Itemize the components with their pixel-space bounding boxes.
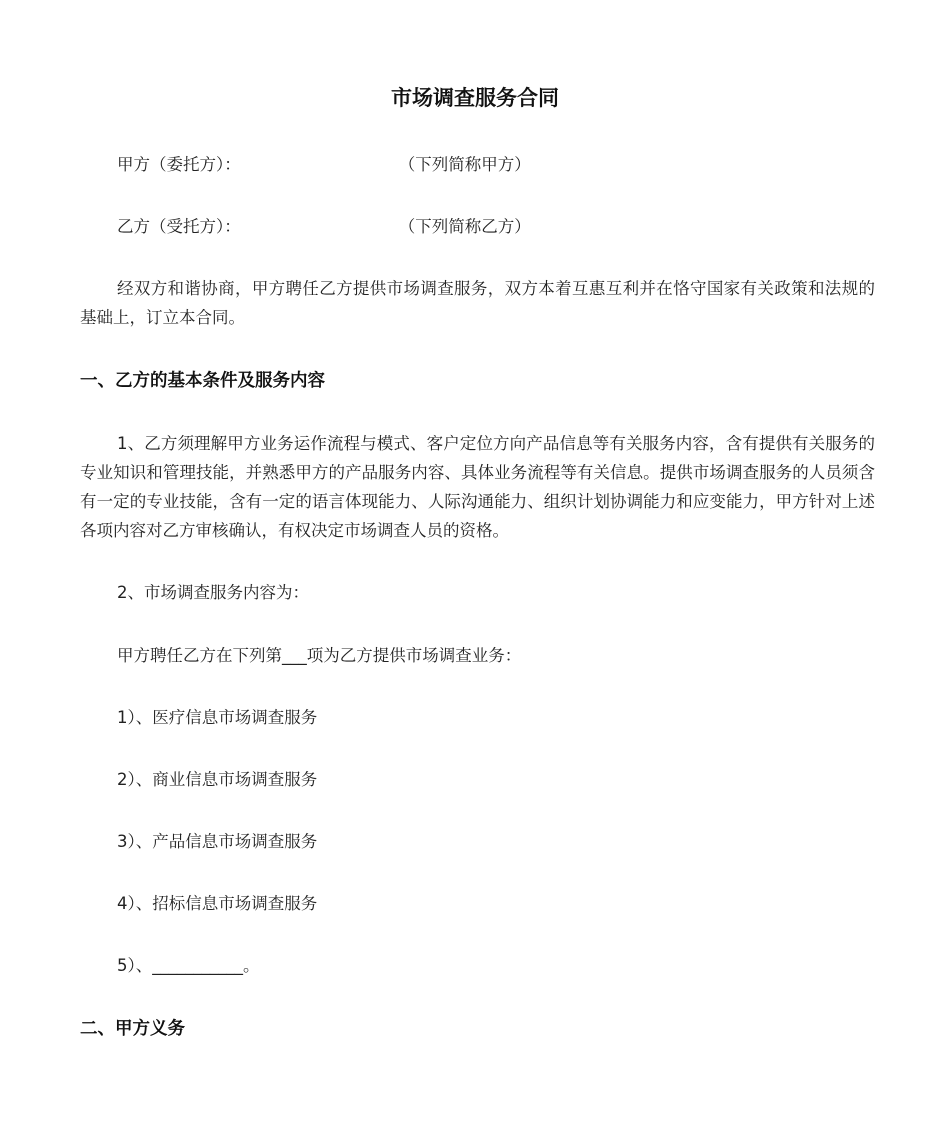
clause-1-paragraph: 1、乙方须理解甲方业务运作流程与模式、客户定位方向产品信息等有关服务内容，含有提供有关服务的专业知识和管理技能，并熟悉甲方的产品服务内容、具体业务流程等有关信息。提供市场调查服务的人员须含有一定的专业技能，含有一定的语言体现能力、人际沟通能力、组织计划协调能力和应变能力，甲方针对上述各项内容对乙方审核确认，有权决定市场调查人员的资格。 — [80, 434, 875, 540]
clause-2-line: 2、市场调查服务内容为： — [117, 583, 309, 602]
document-title: 市场调查服务合同 — [391, 86, 559, 110]
list-item: 3）、产品信息市场调查服务 — [117, 832, 318, 851]
clause-2-select-line: 甲方聘任乙方在下列第___项为乙方提供市场调查业务： — [117, 646, 522, 665]
party-a-label: 甲方（委托方）： — [117, 155, 241, 174]
party-b-line — [117, 212, 531, 242]
intro-paragraph: 经双方和谐协商，甲方聘任乙方提供市场调查服务，双方本着互惠互利并在恪守国家有关政策和法规的基础上，订立本合同。 — [80, 279, 875, 327]
party-a-note: （下列简称甲方） — [398, 155, 531, 174]
list-item: 5）、___________。 — [117, 956, 260, 975]
section-2-heading: 二、甲方义务 — [80, 1019, 185, 1039]
list-item: 1）、医疗信息市场调查服务 — [117, 708, 318, 727]
party-b-label: 乙方（受托方）： — [117, 217, 241, 236]
party-b-note: （下列简称乙方） — [398, 217, 531, 236]
party-a-line — [117, 150, 531, 180]
section-1-heading: 一、乙方的基本条件及服务内容 — [80, 371, 325, 391]
list-item: 4）、招标信息市场调查服务 — [117, 894, 318, 913]
list-item: 2）、商业信息市场调查服务 — [117, 770, 318, 789]
